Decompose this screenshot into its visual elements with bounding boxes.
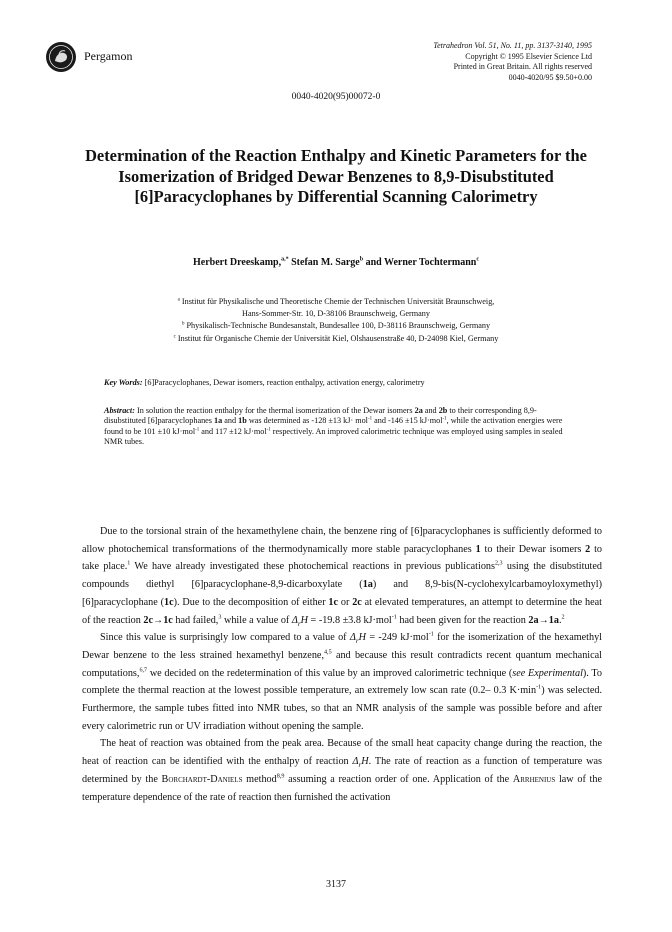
keywords-text: [6]Paracyclophanes, Dewar isomers, reaction enthalpy, activation energy, calorimetry (144, 378, 425, 387)
publisher-name: Pergamon (84, 49, 133, 63)
author-mark: a,* (281, 256, 289, 263)
paragraph: Since this value is surprisingly low compared to a value of $\Delta_rH = -249$ kJ·mol$^{-1}$ for the isomerization of the hexamethyl Dewar benzene to the less strained hexamethyl benzene,$^{4,5}$ and because this result contradicts recent quantum mechanical computations,$^{6,7}$ we decided on the redetermination of this value by an improved calorimetric technique (see Experimental). To complete the thermal reaction at the lowest possible temperature, an extremely low scan rate (0.2– 0.3 $K\cdot\min^{-1}$) was selected. Furthermore, the sample tubes fitted into NMR tubes, so that an NMR analysis of the sample was possible before and after every calorimetric run or UV irradiation without opening the sample. (82, 631, 603, 732)
body-text (82, 523, 602, 806)
abstract: Abstract: In solution the reaction enthalpy for the thermal isomerization of the Dewar isomers 2a and 2b to their corresponding 8,9-disubstituted [6]paracyclophanes 1a and 1b was determined as -128 ±13 kJ· mol$^{-1}$ and -146 ±15 kJ·mol$^{-1}$, while the activation energies were found to be 101 ±10 kJ·mol$^{-1}$ and 117 ±12 kJ·mol$^{-1}$ respectively. An improved calorimetric technique was employed using samples in sealed NMR tubes. (104, 406, 563, 447)
page-number: 3137 (326, 879, 346, 890)
author-mark: b (359, 256, 364, 263)
affiliation: $^c$ Institut für Organische Chemie der Universität Kiel, Olshausenstraße 40, D-24098 Kiel, Germany (173, 333, 499, 343)
paper-title: Determination of the Reaction Enthalpy and Kinetic Parameters for the Isomerization of Bridged Dewar Benzenes to 8,9-Disubstituted [6]Paracyclophanes by Differential Scanning Calorimetry (85, 146, 587, 206)
author-name: Werner Tochtermann (384, 257, 477, 268)
author-list: Herbert Dreeskamp,$^{a,*}$ Stefan M. Sarge$^b$ and Werner Tochtermann$^c$ (192, 256, 480, 268)
abstract-label: Abstract: (104, 406, 135, 415)
printed-line: Printed in Great Britain. All rights reserved (453, 62, 592, 71)
journal-citation: Tetrahedron Vol. 51, No. 11, pp. 3137-3140, 1995 (433, 41, 592, 50)
keywords-label: Key Words: (104, 378, 143, 387)
price-line: 0040-4020/95 $9.50+0.00 (508, 72, 592, 82)
affiliation: Hans-Sommer-Str. 10, D-38106 Braunschweig, Germany (242, 309, 430, 319)
author-name: Herbert Dreeskamp, (192, 257, 282, 268)
publisher-logo (46, 42, 76, 72)
affiliation: $^b$ Physikalisch-Technische Bundesanstalt, Bundesallee 100, D-38116 Braunschweig, Germany (181, 321, 491, 331)
paragraph: The heat of reaction was obtained from the peak area. Because of the small heat capacity change during the reaction, the heat of reaction can be identified with the enthalpy of reaction $\Delta_rH$. The rate of reaction as a function of temperature was determined by the Borchardt-Daniels method$^{8,9}$ assuming a reaction order of one. Application of the Arrhenius law of the temperature dependence of the rate of reaction then furnished the activation (82, 738, 602, 803)
author-mark: c (476, 256, 480, 263)
copyright-line: Copyright © 1995 Elsevier Science Ltd (465, 51, 592, 61)
affiliations (60, 296, 612, 345)
author-name: Stefan M. Sarge (291, 257, 360, 268)
affiliation: $^a$ Institut für Physikalische und Theoretische Chemie der Technischen Universität Braunschweig, (177, 297, 495, 306)
paragraph: Due to the torsional strain of the hexamethylene chain, the benzene ring of [6]paracyclophanes is sufficiently deformed to allow photochemical transformations of the thermodynamically more stable paracyclophanes 1 to their Dewar isomers 2 to take place.$^1$ We have already investigated these photochemical reactions in previous publications$^{2,3}$ using the disubstituted compounds diethyl [6]paracyclophane-8,9-dicarboxylate (1a) and 8,9-bis(N-cyclohexylcarbamoyloxymethyl)[6]paracyclophane (1c). Due to the decomposition of either 1c or 2c at elevated temperatures, an attempt to determine the heat of the reaction 2c→1c had failed,$^3$ while a value of $\Delta_rH = -19.8 \pm 3.8$ kJ·mol$^{-1}$ had been given for the reaction 2a→1a.$^2$ (82, 526, 603, 628)
keywords (104, 378, 574, 387)
journal-info (332, 41, 592, 83)
doi: 0040-4020(95)00072-0 (291, 92, 381, 102)
